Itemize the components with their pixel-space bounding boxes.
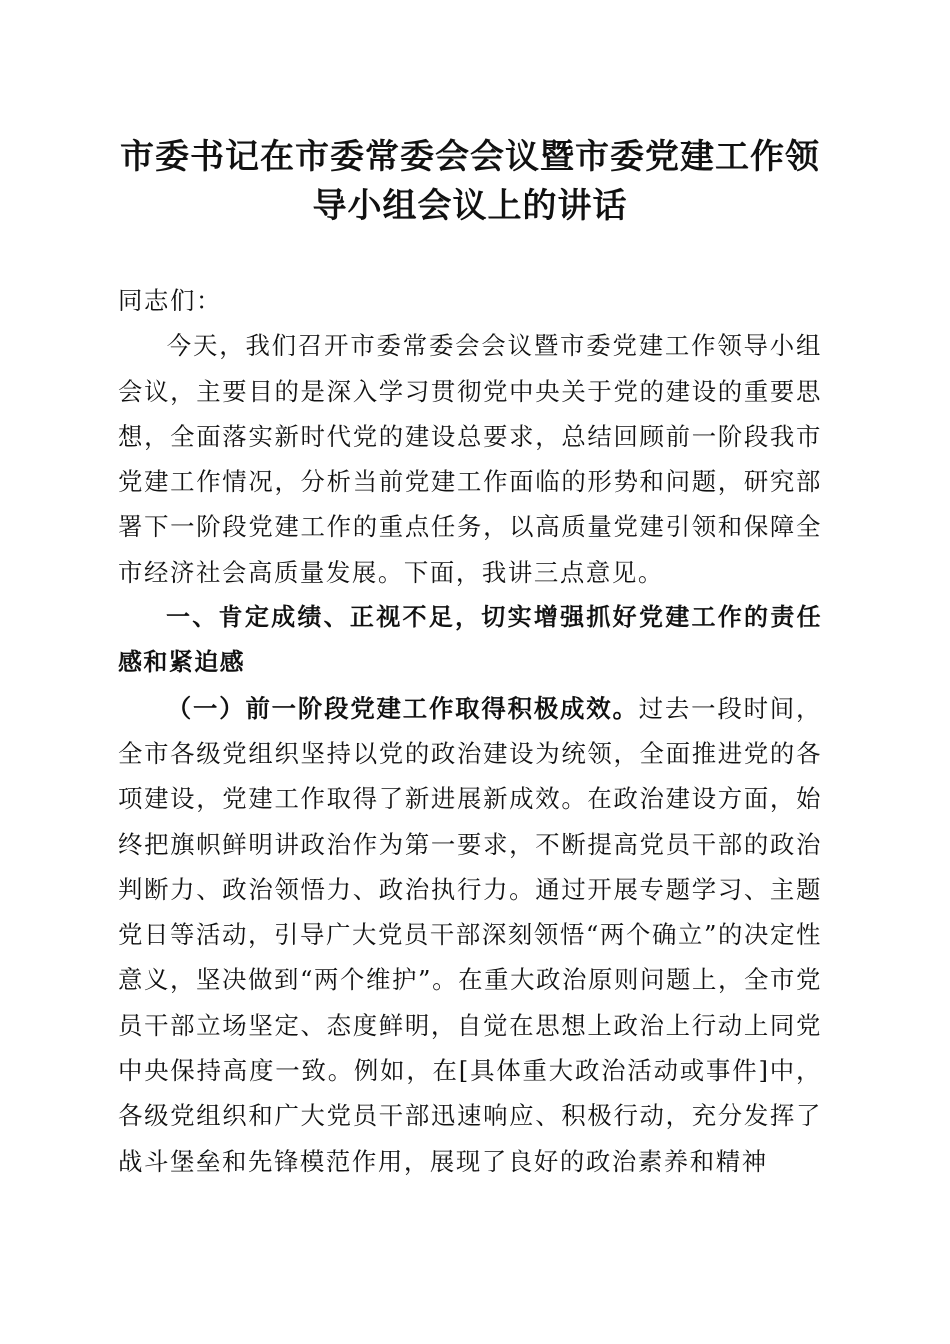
document-page [118, 0, 822, 1184]
subsection-paragraph-1 [118, 686, 822, 1184]
subsection-heading-1: （一）前一阶段党建工作取得积极成效。 [166, 693, 639, 723]
greeting: 同志们： [118, 286, 222, 315]
intro-paragraph: 今天，我们召开市委常委会会议暨市委党建工作领导小组会议，主要目的是深入学习贯彻党中央关于党的建设的重要思想，全面落实新时代党的建设总要求，总结回顾前一阶段我市党建工作情况，分析当前党建工作面临的形势和问题，研究部署下一阶段党建工作的重点任务，以高质量党建引领和保障全市经济社会高质量发展。下面，我讲三点意见。 [118, 331, 822, 587]
section-heading-1: 一、肯定成绩、正视不足，切实增强抓好党建工作的责任感和紧迫感 [118, 603, 822, 677]
document-title: 市委书记在市委常委会会议暨市委党建工作领导小组会议上的讲话 [120, 137, 820, 226]
subsection-text-1: 过去一段时间，全市各级党组织坚持以党的政治建设为统领，全面推进党的各项建设，党建工作取得了新进展新成效。在政治建设方面，始终把旗帜鲜明讲政治作为第一要求，不断提高党员干部的政治判断力、政治领悟力、政治执行力。通过开展专题学习、主题党日等活动，引导广大党员干部深刻领悟“两个确立”的决定性意义，坚决做到“两个维护”。在重大政治原则问题上，全市党员干部立场坚定、态度鲜明，自觉在思想上政治上行动上同党中央保持高度一致。例如，在[具体重大政治活动或事件]中，各级党组织和广大党员干部迅速响应、积极行动，充分发挥了战斗堡垒和先锋模范作用，展现了良好的政治素养和精神 [118, 693, 822, 1176]
